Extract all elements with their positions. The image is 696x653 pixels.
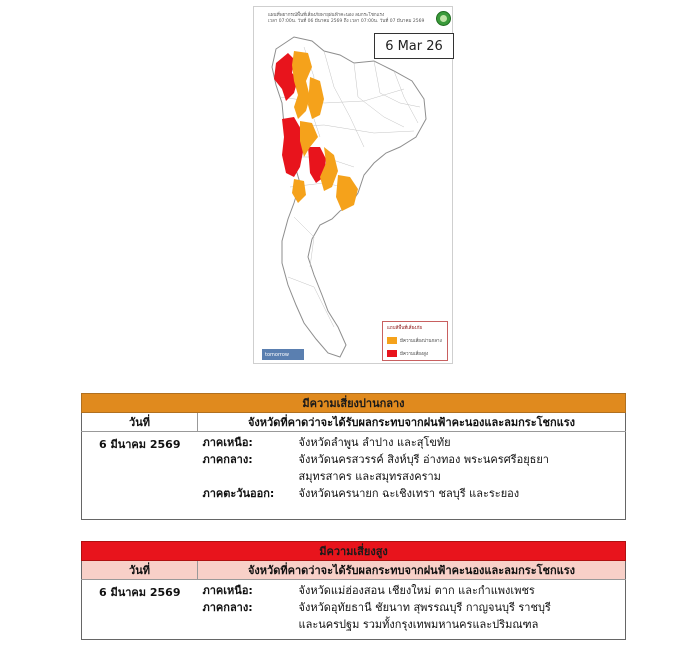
medium-entry-east [198,485,626,502]
high-central-line-1: จังหวัดอุทัยธานี ชัยนาท สุพรรณบุรี กาญจนบุรี ราชบุรี [298,601,551,614]
high-risk-header [82,561,626,580]
medium-entry-north [198,434,626,451]
legend-swatch-high [387,350,397,357]
medium-north-line-1: จังหวัดลำพูน ลำปาง และสุโขทัย [298,436,451,449]
medium-date-cell: 6 มีนาคม 2569 [82,432,198,520]
medium-col-date-header: วันที่ [82,413,198,432]
medium-risk-row [82,432,626,520]
medium-provinces-cell [198,432,626,520]
medium-col-provinces-header: จังหวัดที่คาดว่าจะได้รับผลกระทบจากฝนฟ้าคะนองและลมกระโชกแรง [198,413,626,432]
high-provinces-cell [198,580,626,640]
map-header-line-1: แผนที่พยากรณ์พื้นที่เสี่ยงภัยพายุฝนฟ้าคะนอง ลมกระโชกแรง [268,13,385,18]
medium-risk-header [82,413,626,432]
medium-entry-central [198,451,626,485]
legend-item-medium [387,336,442,344]
tomorrow-logo-icon: tomorrow [262,349,304,360]
medium-region-central: ภาคกลาง: [202,453,253,466]
medium-risk-band: มีความเสี่ยงปานกลาง [82,394,626,413]
high-risk-band: มีความเสี่ยงสูง [82,542,626,561]
medium-region-east: ภาคตะวันออก: [202,487,275,500]
map-date-box: 6 Mar 26 [374,33,454,59]
legend-label-medium: มีความเสี่ยงปานกลาง [400,338,442,344]
high-col-date-header: วันที่ [82,561,198,580]
legend-item-high [387,349,428,357]
medium-central-line-1: จังหวัดนครสวรรค์ สิงห์บุรี อ่างทอง พระนครศรีอยุธยา [298,453,549,466]
forecast-map-card [253,6,453,364]
map-header-line-2: เวลา 07:00น. วันที่ 06 มีนาคม 2569 ถึง เวลา 07:00น. วันที่ 07 มีนาคม 2569 [268,19,425,24]
high-region-north: ภาคเหนือ: [202,584,253,597]
high-risk-row [82,580,626,640]
high-date-cell: 6 มีนาคม 2569 [82,580,198,640]
high-entry-central [198,599,626,633]
legend-swatch-medium [387,337,397,344]
high-central-line-2: และนครปฐม รวมทั้งกรุงเทพมหานครและปริมณฑล [298,618,539,631]
high-entry-north [198,582,626,599]
high-north-line-1: จังหวัดแม่ฮ่องสอน เชียงใหม่ ตาก และกำแพงเพชร [298,584,535,597]
legend-title: แถบสีพื้นที่เสี่ยงภัย [387,326,422,331]
high-col-provinces-header: จังหวัดที่คาดว่าจะได้รับผลกระทบจากฝนฟ้าคะนองและลมกระโชกแรง [198,561,626,580]
legend-label-high: มีความเสี่ยงสูง [400,351,429,357]
high-region-central: ภาคกลาง: [202,601,253,614]
medium-central-line-2: สมุทรสาคร และสมุทรสงคราม [298,470,441,483]
high-risk-table [81,541,626,640]
medium-risk-table [81,393,626,520]
medium-east-line-1: จังหวัดนครนายก ฉะเชิงเทรา ชลบุรี และระยอง [298,487,520,500]
medium-region-north: ภาคเหนือ: [202,436,253,449]
thailand-risk-map [254,7,454,365]
map-legend [382,321,448,361]
